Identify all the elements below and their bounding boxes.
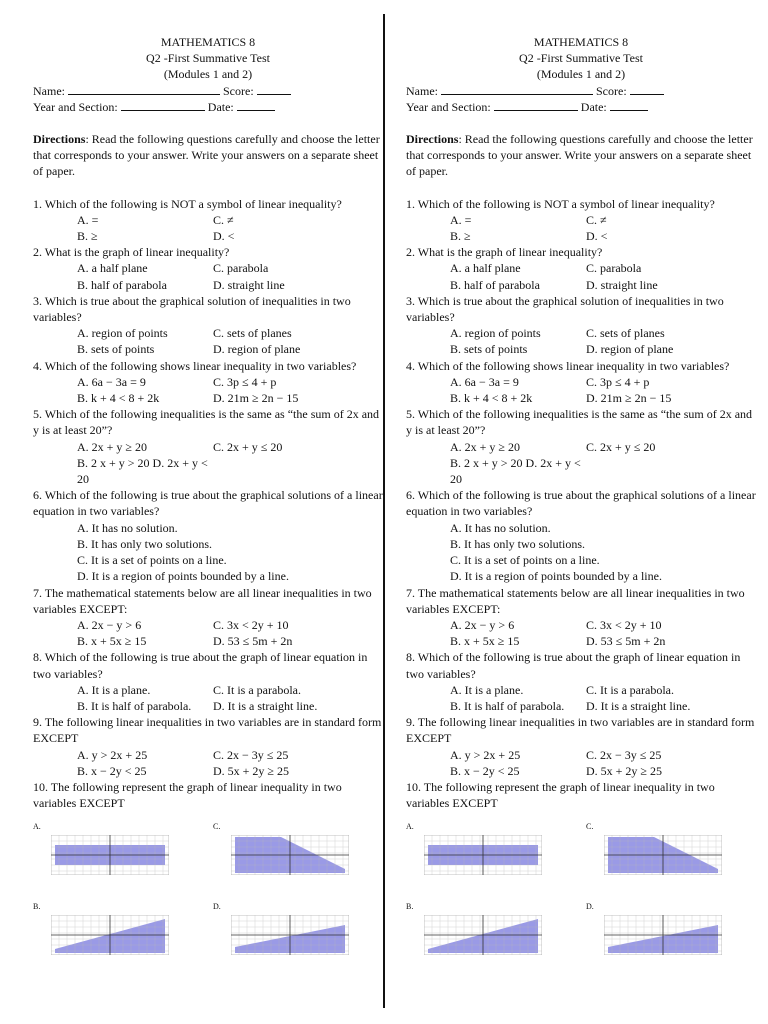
score-blank (630, 83, 664, 95)
date-label: Date: (580, 99, 607, 114)
option-label: B. It is half of parabola. (77, 698, 192, 713)
option-label: D. It is a straight line. (586, 698, 691, 713)
year-date-line (406, 99, 756, 115)
directions-text: : Read the following questions carefully and choose the letter that corresponds to your answer. Write your answers on a separate sheet of paper. (33, 132, 380, 179)
option-label: D. It is a straight line. (213, 698, 318, 713)
option-label: B. x − 2y < 25 (450, 763, 520, 778)
option-label: A. 6a − 3a = 9 (77, 374, 146, 389)
question-7: 7. The mathematical statements below are all linear inequalities in two variables EXCEPT: (33, 585, 372, 616)
questions-list (406, 196, 756, 812)
question-9-options-row (33, 763, 383, 779)
option-label: A. 2x − y > 6 (77, 617, 142, 632)
question-6-option: A. It has no solution. (450, 520, 551, 535)
option-label: A. y > 2x + 25 (450, 747, 521, 762)
question-7-options-row (33, 633, 383, 649)
question-2-options-row (33, 277, 383, 293)
option-label: C. 2x + y ≤ 20 (213, 439, 283, 454)
directions (33, 131, 383, 180)
question-3-options-row (33, 341, 383, 357)
option-label: C. 3p ≤ 4 + p (586, 374, 650, 389)
option-label: C. 2x − 3y ≤ 25 (586, 747, 662, 762)
option-label: A. a half plane (77, 261, 148, 276)
question-10: 10. The following represent the graph of linear inequality in two variables EXCEPT (33, 779, 342, 811)
graph-label-a: A. (406, 822, 414, 832)
modules-label: (Modules 1 and 2) (163, 67, 253, 82)
question-9-options-row (33, 747, 383, 763)
date-blank (237, 99, 275, 111)
question-7-options-row (33, 617, 383, 633)
option-label: C. parabola (213, 261, 269, 276)
graph-c (604, 835, 722, 875)
graph-A-plot (424, 835, 542, 875)
graph-options (33, 817, 383, 977)
question-4: 4. Which of the following shows linear inequality in two variables? (406, 358, 730, 373)
option-label: A. 6a − 3a = 9 (450, 374, 519, 389)
option-label: A. It is a plane. (77, 682, 151, 697)
graph-label-d: D. (586, 902, 594, 912)
score-label: Score: (223, 83, 254, 98)
question-1-options-row (33, 212, 383, 228)
directions-text: : Read the following questions carefully and choose the letter that corresponds to your answer. Write your answers on a separate sheet of paper. (406, 132, 753, 179)
score-blank (257, 83, 291, 95)
option-label: A. = (450, 212, 472, 227)
graph-c (231, 835, 349, 875)
graph-C-plot (604, 835, 722, 875)
question-5-options-row (406, 455, 756, 487)
option-label: C. 3x < 2y + 10 (586, 617, 662, 632)
option-label: D. region of plane (586, 342, 674, 357)
question-6-option: C. It is a set of points on a line. (77, 553, 227, 568)
option-label: B. k + 4 < 8 + 2k (450, 391, 533, 406)
question-2-options-row (406, 260, 756, 276)
question-3-options-row (406, 325, 756, 341)
test-title: Q2 -First Summative Test (519, 51, 643, 66)
option-label: B. sets of points (77, 342, 155, 357)
question-6-option: A. It has no solution. (77, 520, 178, 535)
option-label: A. It is a plane. (450, 682, 524, 697)
year-blank (494, 99, 578, 111)
question-5-options-row (33, 455, 383, 487)
option-label: B. It is half of parabola. (450, 698, 565, 713)
question-8-options-row (33, 682, 383, 698)
graph-label-c: C. (586, 822, 594, 832)
option-label: C. 3p ≤ 4 + p (213, 374, 277, 389)
question-6-option: D. It is a region of points bounded by a line. (77, 569, 289, 584)
question-4: 4. Which of the following shows linear inequality in two variables? (33, 358, 357, 373)
graph-b (51, 915, 169, 955)
question-9: 9. The following linear inequalities in two variables are in standard form EXCEPT (406, 715, 755, 746)
question-6-option: C. It is a set of points on a line. (450, 553, 600, 568)
year-label: Year and Section: (33, 99, 118, 114)
question-6: 6. Which of the following is true about the graphical solutions of a linear equation in two variables? (406, 488, 756, 519)
option-label: C. sets of planes (586, 326, 665, 341)
question-5-options-row (33, 439, 383, 455)
question-2: 2. What is the graph of linear inequality? (33, 245, 230, 260)
question-2-options-row (406, 277, 756, 293)
question-10: 10. The following represent the graph of linear inequality in two variables EXCEPT (406, 779, 715, 811)
option-label: D. 5x + 2y ≥ 25 (586, 763, 663, 778)
questions-list (33, 196, 383, 812)
option-label: A. region of points (77, 326, 168, 341)
graph-label-c: C. (213, 822, 221, 832)
graph-B-plot (424, 915, 542, 955)
question-1: 1. Which of the following is NOT a symbol of linear inequality? (33, 196, 342, 211)
option-label: C. It is a parabola. (586, 682, 674, 697)
option-label: C. parabola (586, 261, 642, 276)
name-label: Name: (406, 83, 438, 98)
graph-d (604, 915, 722, 955)
question-4-options-row (33, 390, 383, 406)
graph-label-a: A. (33, 822, 41, 832)
modules-label: (Modules 1 and 2) (536, 67, 626, 82)
graph-label-b: B. (33, 902, 41, 912)
question-4-options-row (406, 374, 756, 390)
question-8: 8. Which of the following is true about the graph of linear equation in two variables? (406, 650, 741, 681)
test-column-right (406, 34, 756, 977)
test-title: Q2 -First Summative Test (146, 51, 270, 66)
option-label: A. 2x + y ≥ 20 (77, 439, 148, 454)
graph-B-plot (51, 915, 169, 955)
question-6-option: B. It has only two solutions. (77, 536, 213, 551)
date-blank (610, 99, 648, 111)
option-label: A. 2x + y ≥ 20 (450, 439, 521, 454)
question-8-options-row (406, 698, 756, 714)
question-5: 5. Which of the following inequalities is the same as “the sum of 2x and y is at least 20”? (406, 407, 753, 438)
score-label: Score: (596, 83, 627, 98)
option-label: C. 2x − 3y ≤ 25 (213, 747, 289, 762)
name-label: Name: (33, 83, 65, 98)
question-1-options-row (33, 228, 383, 244)
graph-D-plot (231, 915, 349, 955)
question-5-options-row (406, 439, 756, 455)
question-1-options-row (406, 212, 756, 228)
graph-a (51, 835, 169, 875)
option-label: D. 53 ≤ 5m + 2n (213, 634, 293, 649)
option-label: D. straight line (213, 277, 285, 292)
question-3: 3. Which is true about the graphical solution of inequalities in two variables? (406, 293, 724, 325)
option-label: D. 21m ≥ 2n − 15 (586, 391, 672, 406)
option-label: C. ≠ (213, 212, 234, 227)
option-label: B. x + 5x ≥ 15 (450, 634, 520, 649)
question-4-options-row (33, 374, 383, 390)
question-9: 9. The following linear inequalities in two variables are in standard form EXCEPT (33, 715, 382, 746)
option-label: D. 53 ≤ 5m + 2n (586, 634, 666, 649)
graph-label-d: D. (213, 902, 221, 912)
option-label: B. 2 x + y > 20 D. 2x + y < 20 (450, 455, 581, 487)
option-label: B. k + 4 < 8 + 2k (77, 391, 160, 406)
question-6: 6. Which of the following is true about the graphical solutions of a linear equation in two variables? (33, 488, 383, 519)
question-1: 1. Which of the following is NOT a symbol of linear inequality? (406, 196, 715, 211)
question-6-option: D. It is a region of points bounded by a line. (450, 569, 662, 584)
option-label: D. < (213, 229, 235, 244)
option-label: B. half of parabola (450, 277, 540, 292)
option-label: A. = (77, 212, 99, 227)
option-label: C. sets of planes (213, 326, 292, 341)
question-3-options-row (406, 341, 756, 357)
option-label: A. 2x − y > 6 (450, 617, 515, 632)
name-blank (441, 83, 593, 95)
option-label: B. x + 5x ≥ 15 (77, 634, 147, 649)
option-label: D. < (586, 229, 608, 244)
option-label: C. 2x + y ≤ 20 (586, 439, 656, 454)
option-label: D. 21m ≥ 2n − 15 (213, 391, 299, 406)
option-label: D. straight line (586, 277, 658, 292)
year-label: Year and Section: (406, 99, 491, 114)
question-8-options-row (406, 682, 756, 698)
name-blank (68, 83, 220, 95)
question-7-options-row (406, 633, 756, 649)
graph-label-b: B. (406, 902, 414, 912)
option-label: B. 2 x + y > 20 D. 2x + y < 20 (77, 455, 208, 487)
graph-options (406, 817, 756, 977)
question-4-options-row (406, 390, 756, 406)
year-date-line (33, 99, 383, 115)
option-label: D. 5x + 2y ≥ 25 (213, 763, 290, 778)
graph-a (424, 835, 542, 875)
option-label: C. 3x < 2y + 10 (213, 617, 289, 632)
question-9-options-row (406, 763, 756, 779)
directions (406, 131, 756, 180)
option-label: A. a half plane (450, 261, 521, 276)
question-8: 8. Which of the following is true about the graph of linear equation in two variables? (33, 650, 368, 681)
question-7: 7. The mathematical statements below are all linear inequalities in two variables EXCEPT: (406, 585, 745, 616)
question-8-options-row (33, 698, 383, 714)
option-label: B. half of parabola (77, 277, 167, 292)
graph-D-plot (604, 915, 722, 955)
option-label: C. ≠ (586, 212, 607, 227)
name-score-line (406, 83, 756, 99)
question-7-options-row (406, 617, 756, 633)
question-9-options-row (406, 747, 756, 763)
option-label: A. region of points (450, 326, 541, 341)
name-score-line (33, 83, 383, 99)
directions-label: Directions (33, 132, 86, 147)
question-1-options-row (406, 228, 756, 244)
question-2-options-row (33, 260, 383, 276)
subject-title: MATHEMATICS 8 (160, 35, 256, 49)
option-label: B. sets of points (450, 342, 528, 357)
test-column-left (33, 34, 383, 977)
graph-b (424, 915, 542, 955)
date-label: Date: (207, 99, 234, 114)
directions-label: Directions (406, 132, 459, 147)
question-3: 3. Which is true about the graphical solution of inequalities in two variables? (33, 293, 351, 325)
option-label: C. It is a parabola. (213, 682, 301, 697)
year-blank (121, 99, 205, 111)
option-label: D. region of plane (213, 342, 301, 357)
option-label: B. ≥ (450, 229, 471, 244)
option-label: A. y > 2x + 25 (77, 747, 148, 762)
subject-title: MATHEMATICS 8 (533, 35, 629, 49)
question-2: 2. What is the graph of linear inequality? (406, 245, 603, 260)
question-5: 5. Which of the following inequalities is the same as “the sum of 2x and y is at least 20”? (33, 407, 380, 438)
question-6-option: B. It has only two solutions. (450, 536, 586, 551)
option-label: B. x − 2y < 25 (77, 763, 147, 778)
option-label: B. ≥ (77, 229, 98, 244)
question-3-options-row (33, 325, 383, 341)
graph-C-plot (231, 835, 349, 875)
column-divider (383, 14, 385, 1008)
graph-A-plot (51, 835, 169, 875)
graph-d (231, 915, 349, 955)
